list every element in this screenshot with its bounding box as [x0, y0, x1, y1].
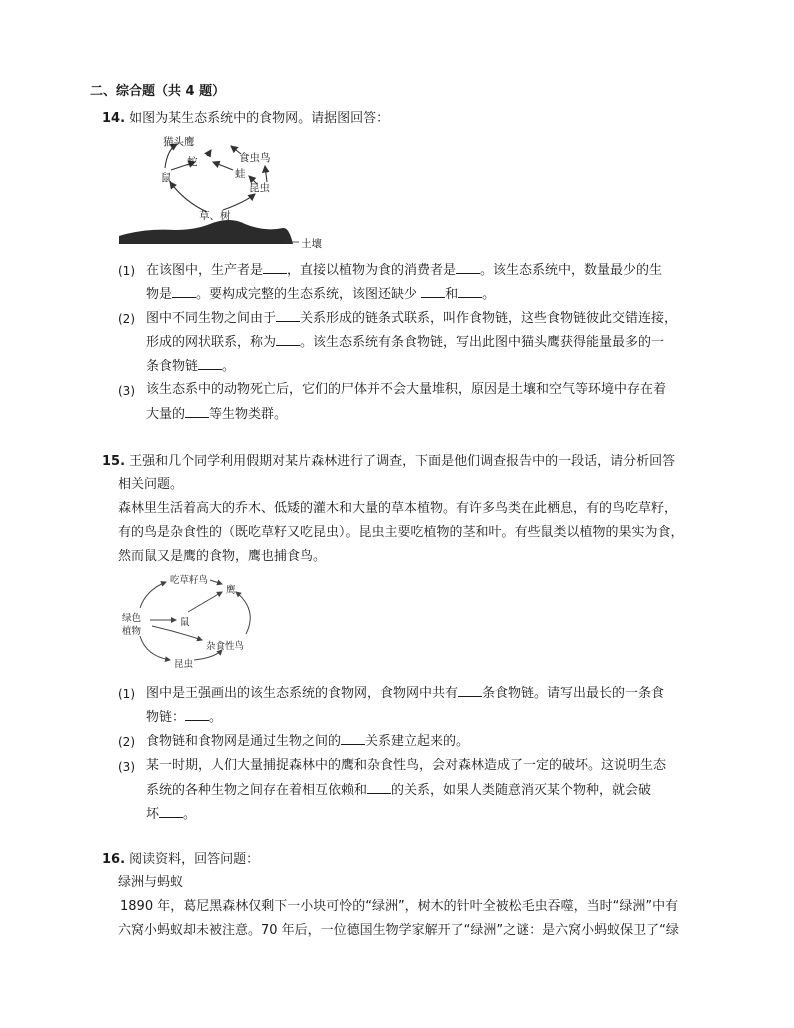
soil-silhouette	[119, 220, 293, 244]
item-line: 物是 。要构成完整的生态系统，该图还缺少 和 。	[146, 287, 496, 302]
passage-line: 森林里生活着高大的乔木、低矮的灌木和大量的草本植物。有许多鸟类在此栖息，有的鸟吃草籽，	[118, 501, 678, 516]
green-plant-label: 植物	[122, 626, 142, 637]
answer-blank[interactable]	[276, 333, 300, 346]
question-number: 16.	[102, 852, 126, 867]
item-line: 条食物链 。	[146, 359, 236, 374]
item-line: 大量的 等生物类群。	[146, 407, 288, 422]
item-line: 图中是王强画出的该生态系统的食物网，食物网中共有 条食物链。请写出最长的一条食	[146, 686, 665, 701]
item-line: 某一时期，人们大量捕捉森林中的鹰和杂食性鸟，会对森林造成了一定的破坏。这说明生态	[146, 758, 667, 773]
item-line: 物链： 。	[146, 710, 223, 725]
question-15-stem	[102, 453, 675, 471]
food-web-diagram-15	[118, 570, 268, 670]
snake-label: 蛇	[187, 156, 198, 168]
passage-line: 有的鸟是杂食性的（既吃草籽又吃昆虫）。昆虫主要吃植物的茎和叶。有些鼠类以植物的果实为食，	[118, 525, 684, 540]
answer-blank[interactable]	[456, 261, 480, 274]
food-web-diagram-14	[115, 132, 355, 252]
answer-blank[interactable]	[341, 732, 365, 745]
item-number: (2)	[118, 735, 135, 749]
eagle-label: 鹰	[226, 585, 236, 596]
insect-label: 昆虫	[249, 182, 270, 194]
frog-label: 蛙	[235, 168, 246, 180]
item-line: 形成的网状联系，称为 。该生态系统有条食物链，写出此图中猫头鹰获得能量最多的一	[146, 335, 665, 350]
omnivore-bird-label: 杂食性鸟	[206, 641, 245, 652]
item-line: 系统的各种生物之间存在着相互依赖和 的关系，如果人类随意消灭某个物种，就会破	[146, 783, 652, 798]
question-text: 如图为某生态系统中的食物网。请据图回答：	[129, 111, 390, 126]
question-number: 14.	[102, 111, 126, 126]
passage-subtitle: 绿洲与蚂蚁	[118, 875, 184, 890]
answer-blank[interactable]	[185, 405, 209, 418]
passage-line: 1890 年，葛尼黑森林仅剩下一小块可怜的“绿洲”，树木的针叶全被松毛虫吞噬，当时“绿洲”中有	[120, 899, 679, 914]
item-line: 坏 。	[146, 807, 197, 822]
item-line: 图中不同生物之间由于 关系形成的链条式联系，叫作食物链，这些食物链彼此交错连接，	[146, 311, 678, 326]
item-number: (3)	[118, 760, 135, 774]
green-plant-label: 绿色	[122, 613, 142, 624]
question-16-stem	[102, 851, 259, 869]
insect-label: 昆虫	[174, 659, 194, 670]
soil-label: 土壤	[301, 238, 322, 250]
seed-bird-label: 吃草籽鸟	[170, 575, 209, 586]
question-number: 15.	[102, 454, 126, 469]
answer-blank[interactable]	[458, 684, 482, 697]
item-number: (3)	[118, 384, 135, 398]
passage-line: 六窝小蚂蚁却未被注意。70 年后，一位德国生物学家解开了“绿洲”之谜：是六窝小蚂蚁保卫了“绿	[118, 923, 679, 938]
item-number: (1)	[118, 687, 135, 701]
item-line: 食物链和食物网是通过生物之间的 关系建立起来的。	[146, 734, 470, 749]
item-line: 在该图中，生产者是 ，直接以植物为食的消费者是 。该生态系统中，数量最少的生	[146, 263, 663, 278]
item-line: 该生态系中的动物死亡后，它们的尸体并不会大量堆积，原因是土壤和空气等环境中存在着	[146, 382, 667, 397]
passage-line: 然而鼠又是鹰的食物，鹰也捕食鸟。	[118, 549, 327, 564]
answer-blank[interactable]	[367, 781, 391, 794]
answer-blank[interactable]	[458, 285, 482, 298]
answer-blank[interactable]	[185, 708, 209, 721]
question-14-stem	[102, 110, 389, 128]
item-number: (2)	[118, 312, 135, 326]
insect-bird-label: 食虫鸟	[239, 152, 271, 164]
answer-blank[interactable]	[172, 285, 196, 298]
section-title: 二、综合题（共 4 题）	[90, 84, 226, 99]
mouse-label: 鼠	[161, 172, 172, 184]
answer-blank[interactable]	[276, 309, 300, 322]
item-number: (1)	[118, 264, 135, 278]
answer-blank[interactable]	[263, 261, 287, 274]
answer-blank[interactable]	[159, 805, 183, 818]
owl-label: 猫头鹰	[163, 136, 195, 148]
question-text: 王强和几个同学利用假期对某片森林进行了调查，下面是他们调查报告中的一段话，请分析回答	[129, 454, 676, 469]
mouse-label: 鼠	[180, 617, 190, 628]
question-text: 阅读资料，回答问题：	[129, 852, 260, 867]
food-web-arrows	[115, 132, 355, 252]
answer-blank[interactable]	[198, 357, 222, 370]
question-text: 相关问题。	[118, 477, 184, 492]
answer-blank[interactable]	[421, 285, 445, 298]
plants-label: 草、树	[199, 210, 231, 222]
